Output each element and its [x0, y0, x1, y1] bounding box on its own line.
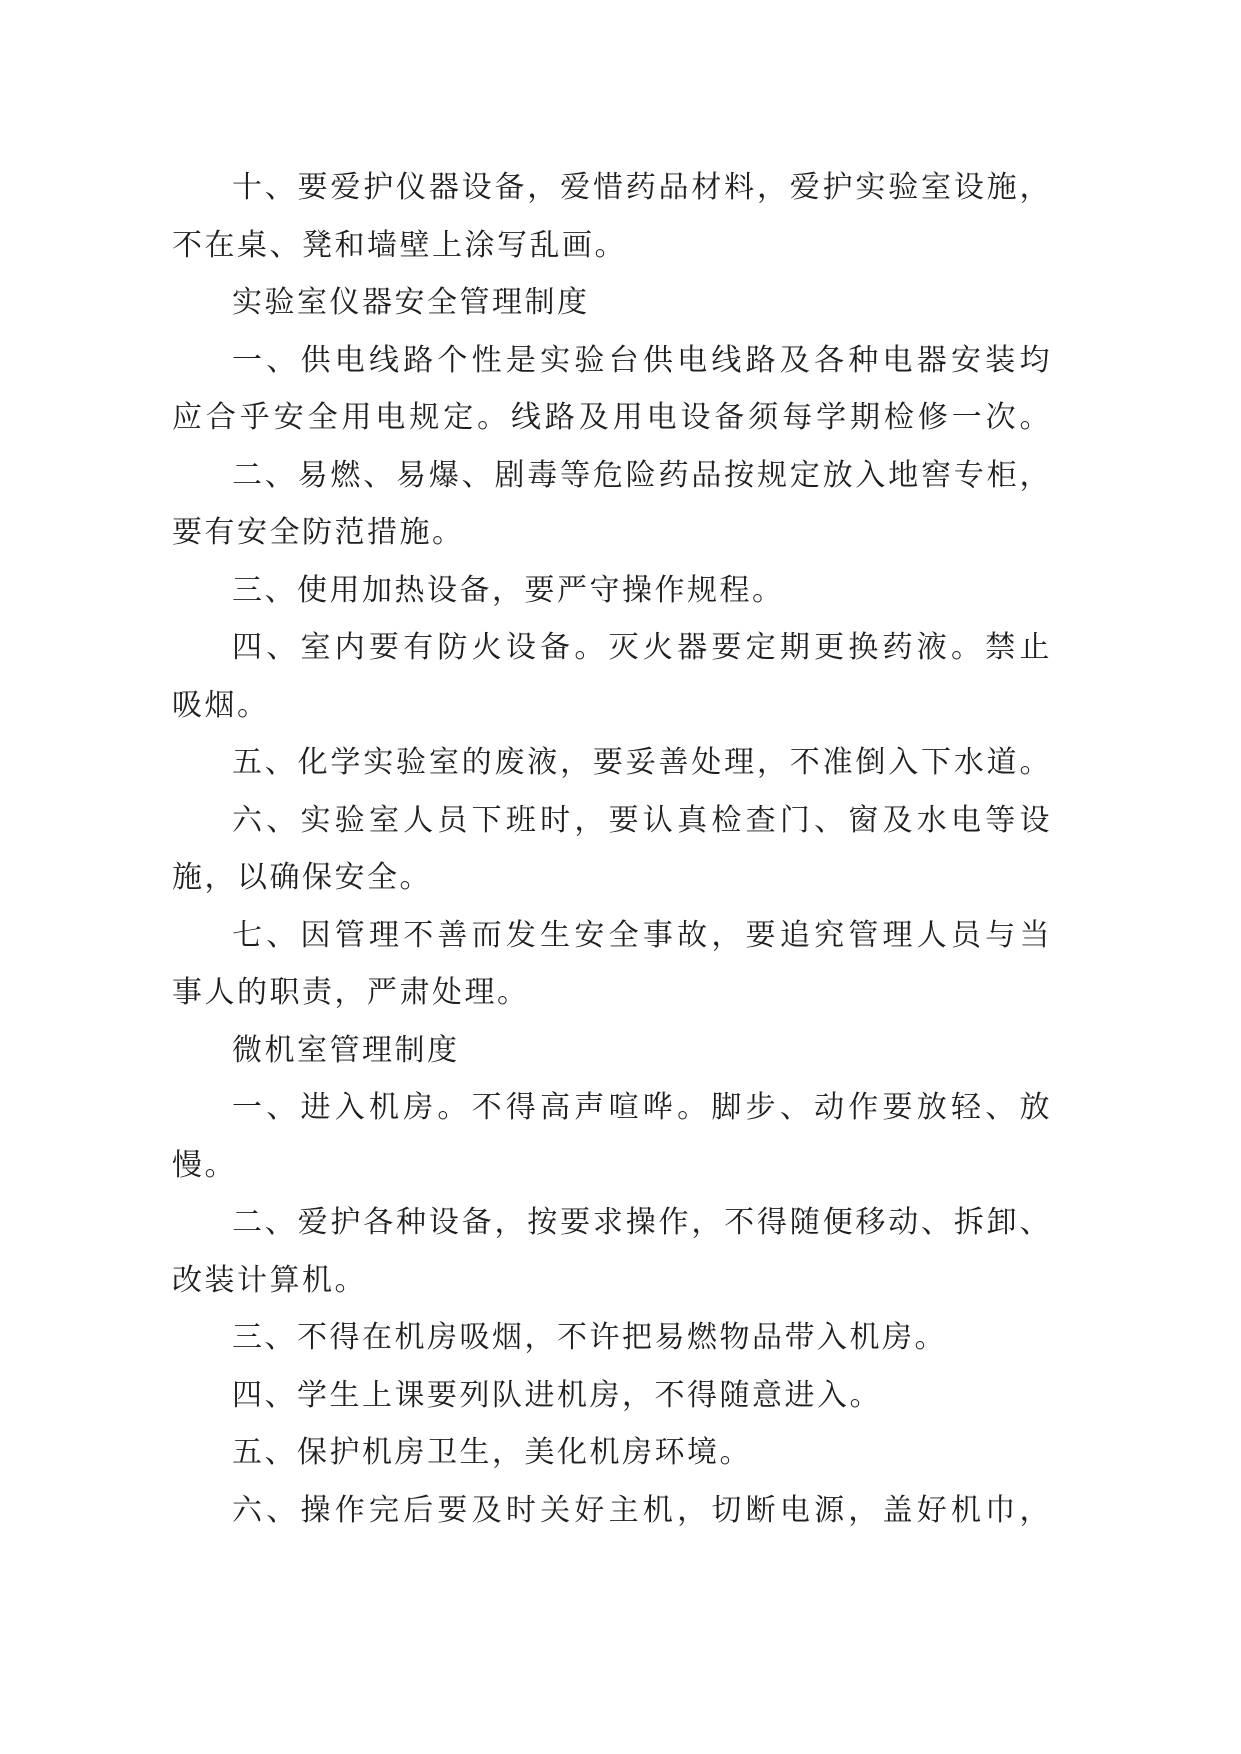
text-line: 一、供电线路个性是实验台供电线路及各种电器安装均 — [232, 342, 1052, 378]
section-heading — [172, 274, 1052, 332]
paragraph — [172, 159, 1052, 274]
text-line: 施，以确保安全。 — [172, 860, 432, 895]
paragraph — [172, 562, 1052, 620]
paragraph — [172, 1079, 1052, 1194]
section-heading-text: 微机室管理制度 — [232, 1032, 460, 1068]
paragraph — [172, 1194, 1052, 1309]
section-heading-text: 实验室仪器安全管理制度 — [232, 285, 590, 320]
text-line: 应合乎安全用电规定。线路及用电设备须每学期检修一次。 — [172, 400, 1052, 435]
paragraph — [172, 734, 1052, 792]
text-line: 六、操作完后要及时关好主机，切断电源，盖好机巾， — [232, 1492, 1052, 1528]
text-line: 六、实验室人员下班时，要认真检查门、窗及水电等设 — [232, 802, 1052, 838]
text-line: 三、使用加热设备，要严守操作规程。 — [232, 572, 785, 608]
text-line: 二、爱护各种设备，按要求操作，不得随便移动、拆卸、 — [232, 1205, 1052, 1240]
text-line: 四、学生上课要列队进机房，不得随意进入。 — [232, 1377, 882, 1413]
section-heading — [172, 1022, 1052, 1080]
text-line: 事人的职责，严肃处理。 — [172, 975, 530, 1010]
text-line: 五、保护机房卫生，美化机房环境。 — [232, 1435, 752, 1470]
text-line: 二、易燃、易爆、剧毒等危险药品按规定放入地窖专柜， — [232, 457, 1052, 493]
text-line: 吸烟。 — [172, 687, 270, 723]
text-line: 五、化学实验室的废液，要妥善处理，不准倒入下水道。 — [232, 745, 1052, 780]
paragraph — [172, 1424, 1052, 1482]
paragraph — [172, 792, 1052, 907]
text-line: 要有安全防范措施。 — [172, 515, 465, 550]
text-line: 四、室内要有防火设备。灭火器要定期更换药液。禁止 — [232, 630, 1052, 665]
text-line: 不在桌、凳和墙壁上涂写乱画。 — [172, 227, 627, 263]
text-line: 十、要爱护仪器设备，爱惜药品材料，爱护实验室设施， — [232, 170, 1052, 205]
text-line: 慢。 — [172, 1147, 237, 1183]
paragraph — [172, 1309, 1052, 1367]
paragraph — [172, 1367, 1052, 1425]
text-line: 改装计算机。 — [172, 1262, 367, 1298]
text-line: 一、进入机房。不得高声喧哗。脚步、动作要放轻、放 — [232, 1090, 1052, 1125]
paragraph — [172, 619, 1052, 734]
text-line: 七、因管理不善而发生安全事故，要追究管理人员与当 — [232, 917, 1052, 953]
document-body — [172, 159, 1052, 1539]
paragraph — [172, 332, 1052, 447]
paragraph — [172, 447, 1052, 562]
paragraph — [172, 907, 1052, 1022]
paragraph — [172, 1482, 1052, 1540]
text-line: 三、不得在机房吸烟，不许把易燃物品带入机房。 — [232, 1320, 947, 1355]
